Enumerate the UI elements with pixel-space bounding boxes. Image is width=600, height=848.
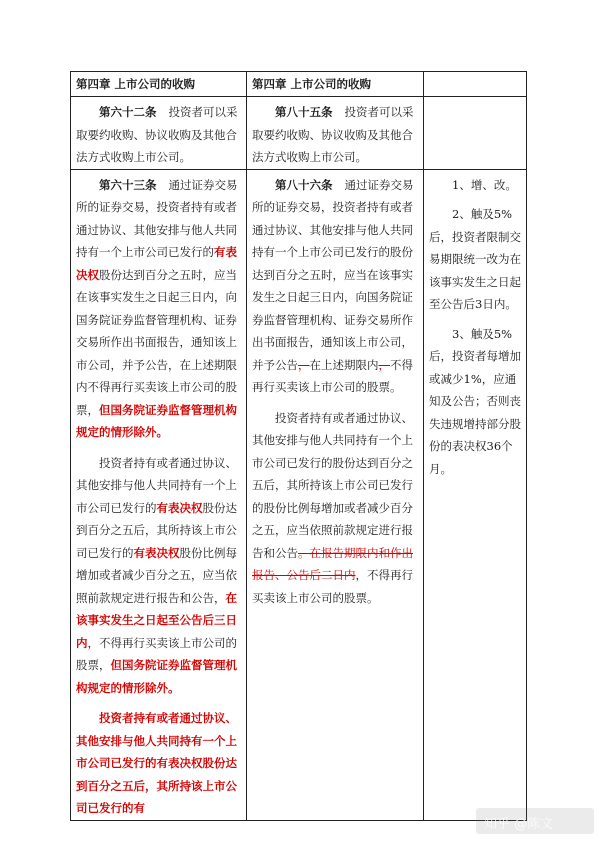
paragraph: 投资者持有或者通过协议、其他安排与他人共同持有一个上市公司已发行的有表决权股份达到百分之五后，其所持该上市公司已发行的有表决权股份比例每增加或者减少百分之五，应当依照前款规定进行报告和公告，在该事实发生之日起至公告后三日内，不得再行买卖该上市公司的股票，但国务院证券监督管理机构规定的情形除外。 — [76, 455, 237, 695]
notes-cell — [424, 169, 527, 820]
added-text: 在该事实发生之日起至公告后三日内 — [76, 590, 237, 650]
added-text: 但国务院证券监督管理机构规定的情形除外。 — [76, 658, 237, 695]
header-notes — [424, 72, 527, 97]
notes-cell-empty — [424, 97, 527, 170]
added-text: 有表决权 — [156, 500, 203, 515]
header-old-law: 第四章 上市公司的收购 — [71, 72, 247, 97]
article-number: 第八十五条 — [275, 105, 333, 119]
article-number: 第八十六条 — [275, 177, 333, 192]
table-row — [71, 97, 527, 170]
note-1: 1、增、改。 — [452, 177, 517, 192]
header-new-law: 第四章 上市公司的收购 — [247, 72, 424, 97]
added-text: 有表决权 — [133, 545, 180, 560]
article-number: 第六十三条 — [99, 177, 157, 192]
new-article-86-cell — [247, 169, 424, 820]
note-3: 3、触及5%后，投资者每增加或减少1%，应通知及公告；否则丧失违规增持部分股份的表决权36个月。 — [429, 326, 521, 476]
added-text: 但国务院证券监督管理机构规定的情形除外。 — [76, 402, 237, 439]
note-2: 2、触及5%后，投资者限制交易期限统一改为在该事实发生之日起至公告后3日内。 — [429, 207, 521, 311]
comparison-table — [70, 71, 527, 821]
table-header-row — [71, 72, 527, 97]
table-row — [71, 169, 527, 820]
deleted-text: ， — [378, 357, 390, 372]
watermark: 知乎 @陈文 — [484, 817, 554, 832]
deleted-text: ， — [298, 357, 310, 372]
paragraph — [76, 707, 241, 820]
paragraph: 投资者持有或者通过协议、其他安排与他人共同持有一个上市公司已发行的股份达到百分之五后，其所持该上市公司已发行的股份比例每增加或者减少百分之五，应当依照前款规定进行报告和公告。在报告期限内和作出报告、公告后二日内，不得再行买卖该上市公司的股票。 — [252, 410, 413, 605]
article-text: 投资者可以采取要约收购、协议收购及其他合法方式收购上市公司。 — [252, 105, 414, 164]
new-article-85-cell — [247, 97, 424, 170]
added-text: 有表决权 — [76, 245, 237, 282]
deleted-text: 。在报告期限内和作出报告、公告后二日内 — [252, 545, 413, 582]
added-text: 投资者持有或者通过协议、其他安排与他人共同持有一个上市公司已发行的有表决权股份达到百分之五后，其所持该上市公司已发行的有 — [76, 711, 237, 815]
article-number: 第六十二条 — [99, 105, 157, 119]
paragraph: 第六十三条 通过证券交易所的证券交易，投资者持有或者通过协议、其他安排与他人共同持有一个上市公司已发行的有表决权股份达到百分之五时，应当在该事实发生之日起三日内，向国务院证券监督管理机构、证券交易所作出书面报告，通知该上市公司，并予公告，在上述期限内不得再行买卖该上市公司的股票，但国务院证券监督管理机构规定的情形除外。 — [76, 177, 238, 439]
article-text: 投资者可以采取要约收购、协议收购及其他合法方式收购上市公司。 — [76, 105, 238, 164]
old-article-63-cell — [71, 169, 247, 820]
old-article-62-cell — [71, 97, 247, 170]
paragraph: 第八十六条 通过证券交易所的证券交易，投资者持有或者通过协议、其他安排与他人共同持有一个上市公司已发行的股份达到百分之五时，应当在该事实发生之日起三日内，向国务院证券监督管理机构、证券交易所作出书面报告，通知该上市公司，并予公告，在上述期限内，不得再行买卖该上市公司的股票。 — [252, 177, 414, 394]
